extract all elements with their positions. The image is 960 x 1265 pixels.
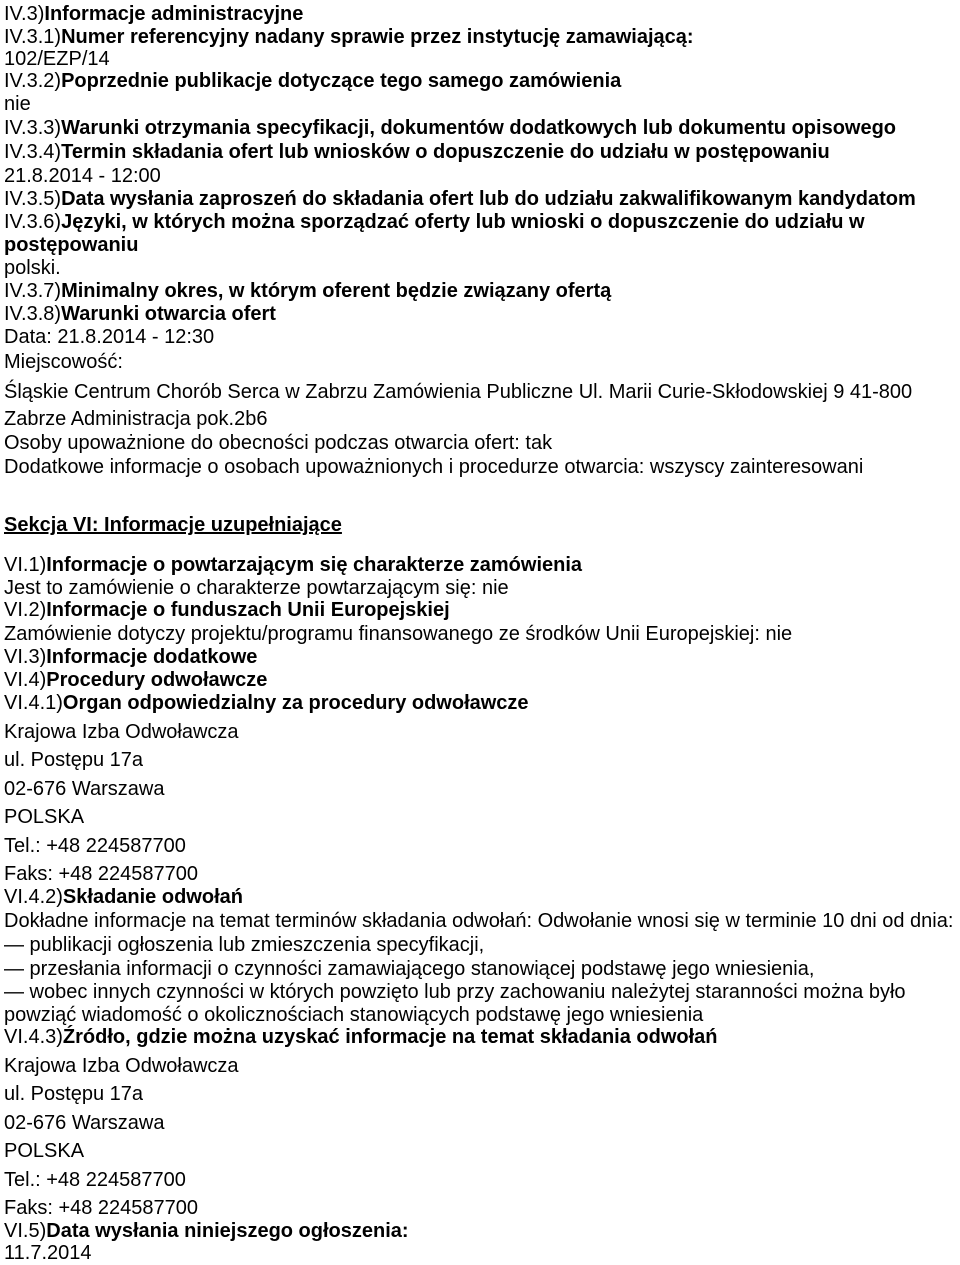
section-iv3-heading bbox=[4, 4, 303, 24]
binding-period-heading bbox=[4, 281, 611, 301]
dash-list-item: — publikacji ogłoszenia lub zmieszczenia specyfikacji, bbox=[4, 934, 485, 956]
appeals-source-heading bbox=[4, 1027, 718, 1047]
dash-list-item: — przesłania informacji o czynności zamawiającego stanowiącej podstawę jego wniesienia, bbox=[4, 958, 815, 980]
address-line: POLSKA bbox=[4, 1140, 85, 1162]
languages-heading bbox=[4, 212, 865, 232]
item-title: Źródło, gdzie można uzyskać informacje na temat składania odwołań bbox=[62, 1026, 718, 1048]
address-phone: Tel.: +48 224587700 bbox=[4, 1169, 186, 1191]
item-number: IV.3.6) bbox=[4, 211, 62, 233]
item-title: Data wysłania niniejszego ogłoszenia: bbox=[46, 1220, 409, 1242]
dispatch-date-value: 11.7.2014 bbox=[4, 1242, 92, 1264]
item-number: IV.3.7) bbox=[4, 280, 62, 302]
address-line: ul. Postępu 17a bbox=[4, 749, 143, 771]
dash-list-item: — wobec innych czynności w których powzięto lub przy zachowaniu należytej staranności można było bbox=[4, 981, 906, 1003]
reference-heading bbox=[4, 27, 694, 47]
opening-additional-info: Dodatkowe informacje o osobach upoważnionych i procedurze otwarcia: wszyscy zainteresowani bbox=[4, 456, 864, 478]
address-line: Krajowa Izba Odwoławcza bbox=[4, 721, 239, 743]
opening-place-label: Miejscowość: bbox=[4, 351, 123, 373]
item-title: Numer referencyjny nadany sprawie przez instytucję zamawiającą: bbox=[61, 26, 694, 48]
section-number: IV.3) bbox=[4, 3, 45, 25]
section-vi-title: Sekcja VI: Informacje uzupełniające bbox=[4, 514, 342, 536]
address-line: ul. Postępu 17a bbox=[4, 1083, 143, 1105]
deadline-heading bbox=[4, 142, 830, 162]
item-title: Informacje o funduszach Unii Europejskiej bbox=[46, 599, 450, 621]
item-title: Informacje dodatkowe bbox=[46, 646, 258, 668]
item-number: IV.3.5) bbox=[4, 188, 62, 210]
item-title: Poprzednie publikacje dotyczące tego samego zamówienia bbox=[61, 70, 622, 92]
recurring-text: Jest to zamówienie o charakterze powtarzającym się: nie bbox=[4, 577, 509, 599]
appeals-lodging-intro: Dokładne informacje na temat terminów składania odwołań: Odwołanie wnosi się w terminie 10 dni od dnia: bbox=[4, 910, 954, 932]
previous-publications-value: nie bbox=[4, 93, 31, 115]
opening-heading bbox=[4, 304, 276, 324]
section-title: Informacje administracyjne bbox=[44, 3, 304, 25]
opening-authorized: Osoby upoważnione do obecności podczas otwarcia ofert: tak bbox=[4, 432, 553, 454]
opening-place-line: Śląskie Centrum Chorób Serca w Zabrzu Zamówienia Publiczne Ul. Marii Curie-Skłodowskiej 9 41-800 bbox=[4, 381, 913, 403]
reference-number-value: 102/EZP/14 bbox=[4, 48, 110, 70]
dash-list-item-continuation: powziąć wiadomość o okolicznościach stanowiących podstawę jego wniesienia bbox=[4, 1004, 704, 1026]
item-number: IV.3.4) bbox=[4, 141, 62, 163]
opening-date: Data: 21.8.2014 - 12:30 bbox=[4, 326, 215, 348]
recurring-heading bbox=[4, 555, 582, 575]
languages-value: polski. bbox=[4, 257, 61, 279]
item-title: Informacje o powtarzającym się charakterze zamówienia bbox=[46, 554, 583, 576]
item-title: Warunki otrzymania specyfikacji, dokumentów dodatkowych lub dokumentu opisowego bbox=[61, 117, 897, 139]
item-number: IV.3.1) bbox=[4, 26, 62, 48]
item-number: IV.3.2) bbox=[4, 70, 62, 92]
eu-funds-heading bbox=[4, 600, 450, 620]
item-number: IV.3.8) bbox=[4, 303, 62, 325]
deadline-value: 21.8.2014 - 12:00 bbox=[4, 165, 161, 187]
item-title: Termin składania ofert lub wniosków o dopuszczenie do udziału w postępowaniu bbox=[61, 141, 830, 163]
item-number: VI.1) bbox=[4, 554, 47, 576]
item-title: Organ odpowiedzialny za procedury odwoławcze bbox=[62, 692, 529, 714]
item-number: VI.4.2) bbox=[4, 886, 63, 908]
appeals-body-heading bbox=[4, 693, 529, 713]
item-title: Składanie odwołań bbox=[62, 886, 243, 908]
item-title: Data wysłania zaproszeń do składania ofert lub do udziału zakwalifikowanym kandydatom bbox=[61, 188, 916, 210]
item-title: Warunki otwarcia ofert bbox=[61, 303, 276, 325]
address-line: POLSKA bbox=[4, 806, 85, 828]
address-fax: Faks: +48 224587700 bbox=[4, 1197, 199, 1219]
appeals-lodging-heading bbox=[4, 887, 243, 907]
invitations-heading bbox=[4, 189, 916, 209]
specification-heading bbox=[4, 118, 896, 138]
item-number: IV.3.3) bbox=[4, 117, 62, 139]
item-number: VI.4) bbox=[4, 669, 47, 691]
item-number: VI.4.1) bbox=[4, 692, 63, 714]
address-line: Krajowa Izba Odwoławcza bbox=[4, 1055, 239, 1077]
address-line: 02-676 Warszawa bbox=[4, 1112, 165, 1134]
item-number: VI.4.3) bbox=[4, 1026, 63, 1048]
eu-funds-text: Zamówienie dotyczy projektu/programu finansowanego ze środków Unii Europejskiej: nie bbox=[4, 623, 793, 645]
item-number: VI.3) bbox=[4, 646, 47, 668]
item-title: Procedury odwoławcze bbox=[46, 669, 268, 691]
additional-heading bbox=[4, 647, 257, 667]
address-line: 02-676 Warszawa bbox=[4, 778, 165, 800]
languages-heading-continuation: postępowaniu bbox=[4, 234, 139, 256]
previous-publications-heading bbox=[4, 71, 621, 91]
item-title: Języki, w których można sporządzać oferty lub wnioski o dopuszczenie do udziału w bbox=[61, 211, 865, 233]
item-number: VI.5) bbox=[4, 1220, 47, 1242]
item-number: VI.2) bbox=[4, 599, 47, 621]
address-phone: Tel.: +48 224587700 bbox=[4, 835, 186, 857]
opening-place-line: Zabrze Administracja pok.2b6 bbox=[4, 408, 268, 430]
address-fax: Faks: +48 224587700 bbox=[4, 863, 199, 885]
item-title: Minimalny okres, w którym oferent będzie związany ofertą bbox=[61, 280, 612, 302]
appeals-heading bbox=[4, 670, 267, 690]
dispatch-heading bbox=[4, 1221, 409, 1241]
